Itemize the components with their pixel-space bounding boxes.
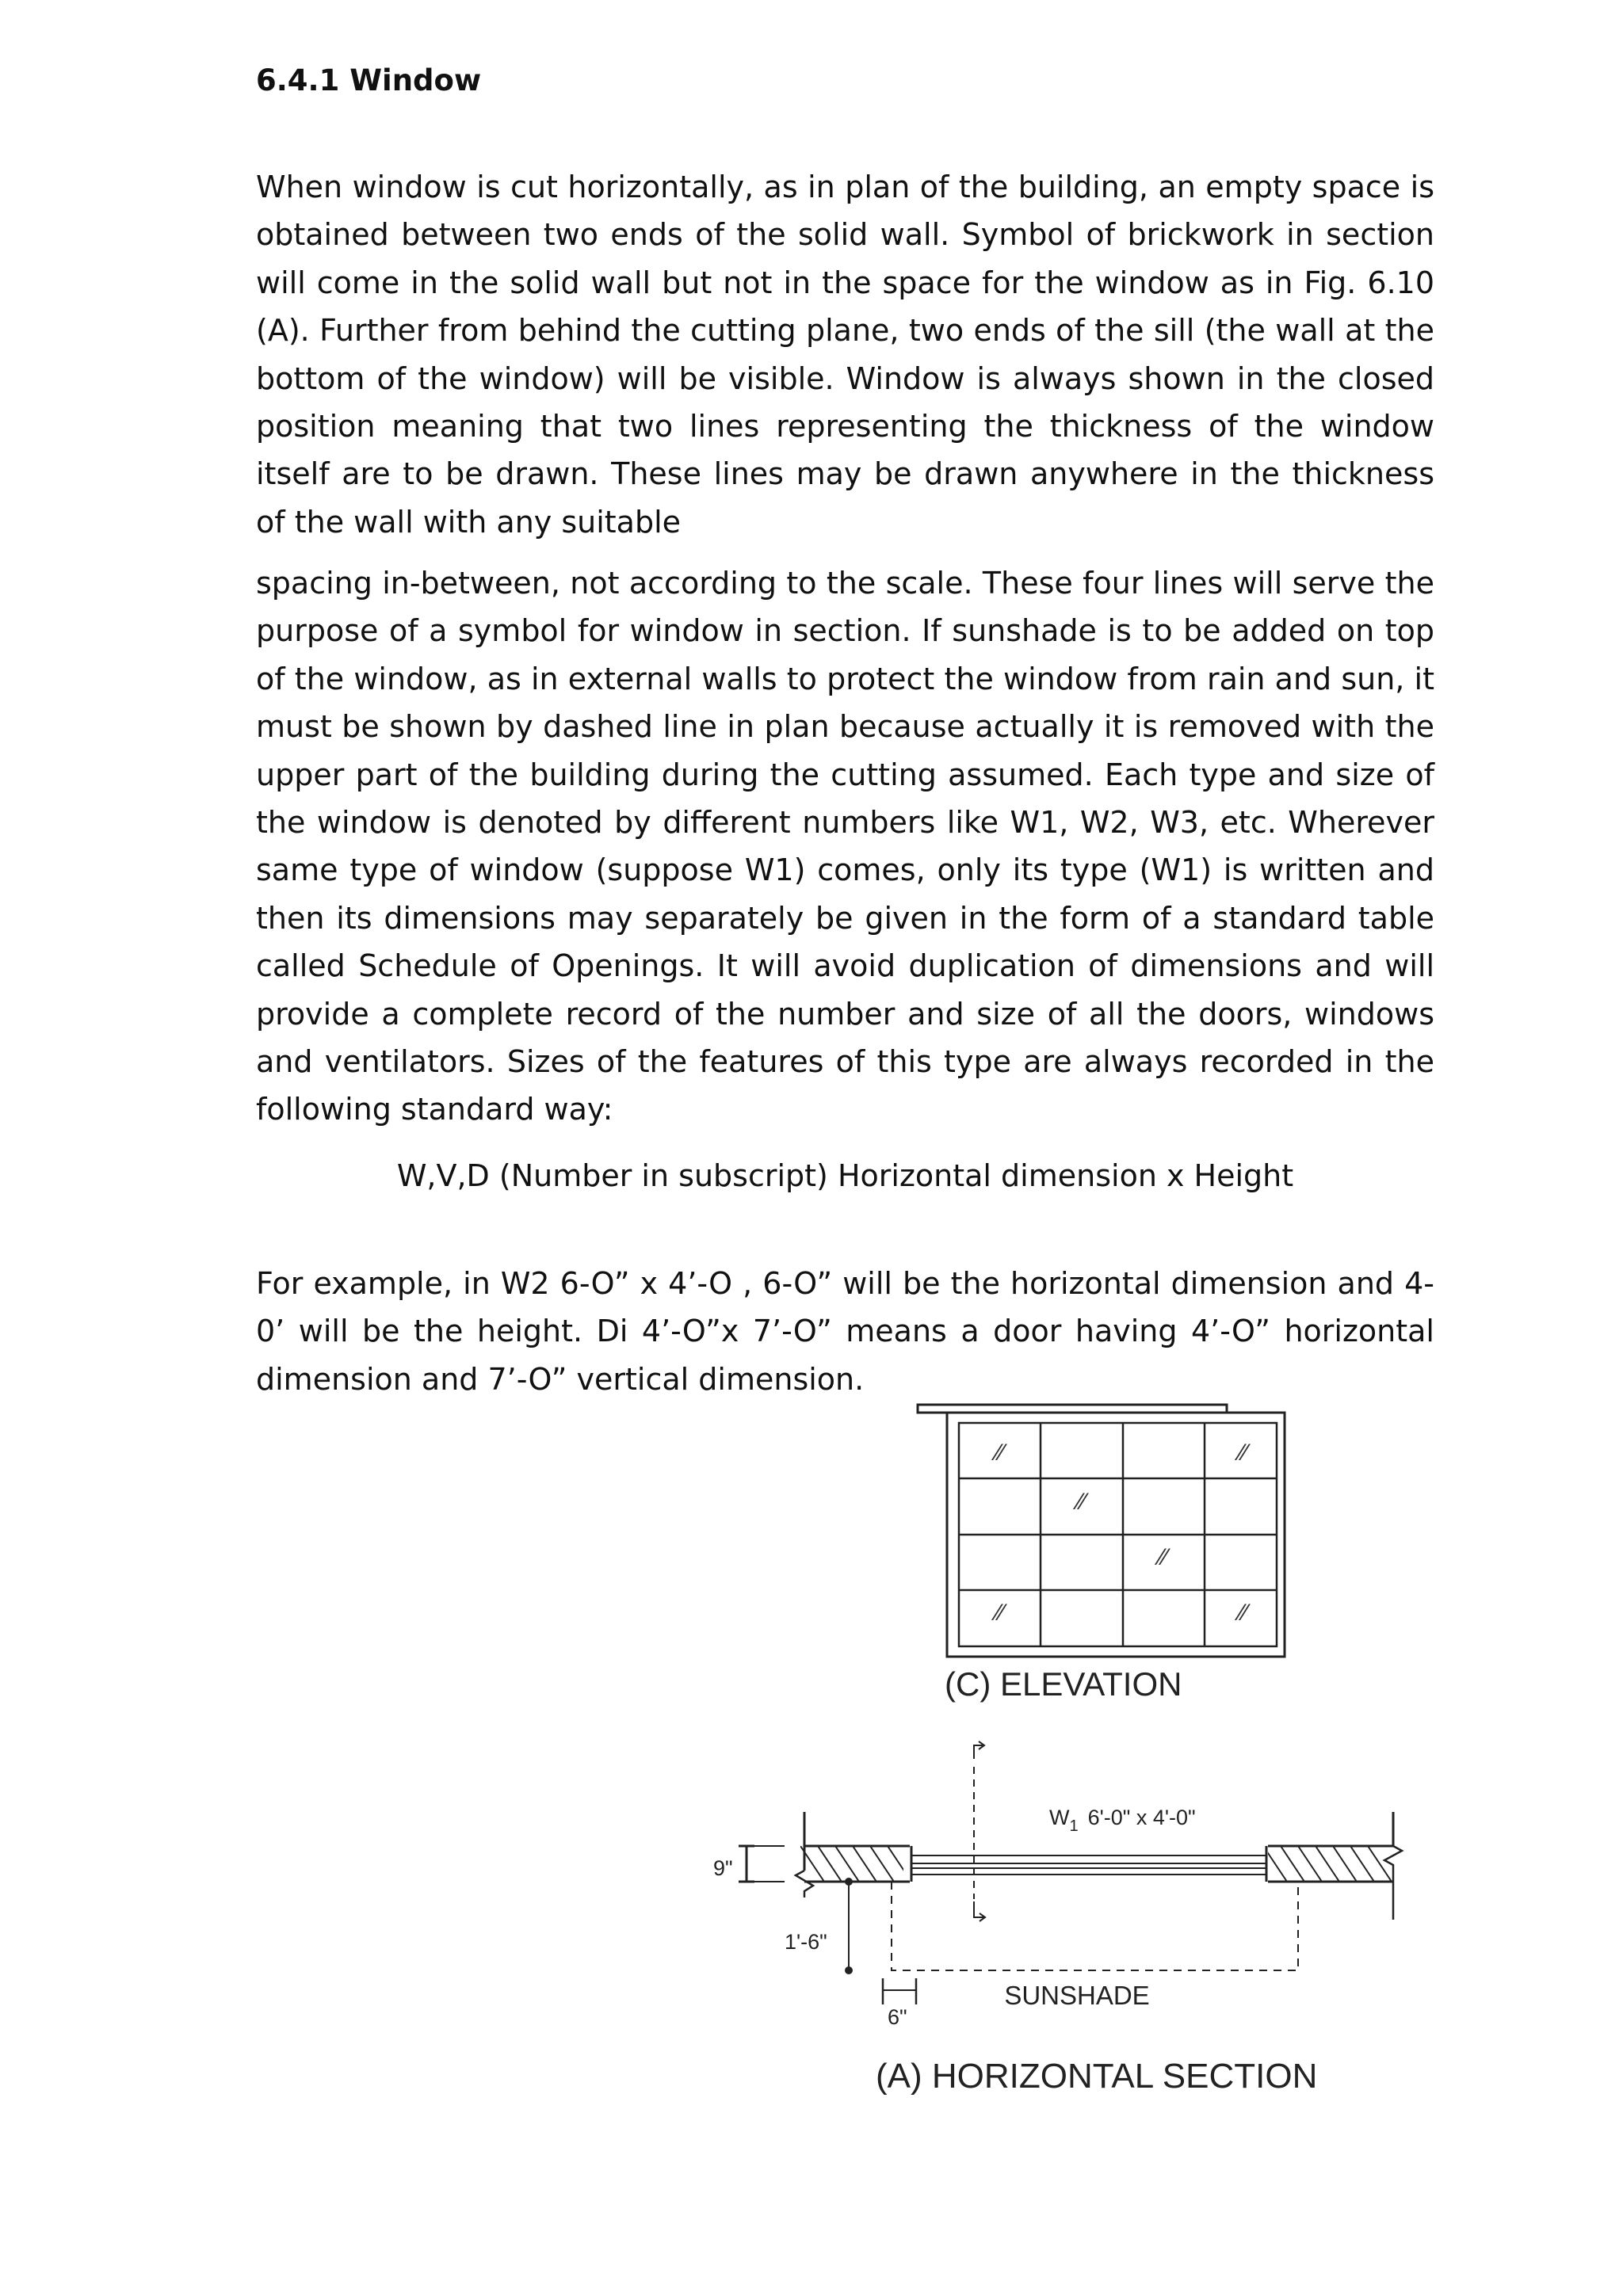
elevation-drawing (918, 1405, 1285, 1703)
dim-projection-label: 1'-6" (785, 1930, 827, 1954)
glass-mark: ⁄⁄ (995, 1440, 1005, 1466)
section-heading: 6.4.1 Window (256, 63, 482, 97)
glass-mark: ⁄⁄ (1239, 1600, 1248, 1626)
paragraph-3: For example, in W2 6-O” x 4’-O , 6-O” will be the horizontal dimension and 4-0’ will be the height. Di 4’-O”x 7’-O” means a door having 4’-O” horizontal dimension and 7’-O” vertical dimension. (256, 1266, 1434, 1397)
break-zigzag-left (796, 1871, 813, 1897)
window-label: $W_1$ 6'-0" x 4'-0" (1049, 1806, 1196, 1835)
section-drawing (713, 1741, 1402, 2096)
glass-mark: ⁄⁄ (1159, 1544, 1168, 1570)
dim-offset-label: 6" (888, 2005, 907, 2029)
brick-hatch-left (800, 1846, 911, 1882)
window-figure (697, 1390, 1450, 2119)
section-caption: (A) HORIZONTAL SECTION (876, 2057, 1318, 2096)
sunshade-label: SUNSHADE (1004, 1981, 1150, 2010)
elevation-caption: (C) ELEVATION (945, 1665, 1182, 1703)
window-drawing (697, 1390, 1450, 2119)
formula-line: W,V,D (Number in subscript) Horizontal dimension x Height (396, 1158, 1294, 1193)
glass-mark: ⁄⁄ (1239, 1440, 1248, 1466)
paragraph-2: spacing in-between, not according to the scale. These four lines will serve the purpose of a symbol for window in section. If sunshade is to be added on top of the window, as in external walls to protect the window from rain and sun, it must be shown by dashed line in plan because actually it is removed with the upper part of the building during the cutting assumed. Each type and size of the window is denoted by different numbers like W1, W2, W3, etc. Wherever same type of window (suppose W1) comes, only its type (W1) is written and then its dimensions may separately be given in the form of a standard table called Schedule of Openings. It will avoid duplication of dimensions and will provide a complete record of the number and size of all the doors, windows and ventilators. Sizes of the features of this type are always recorded in the following standard way: (256, 566, 1434, 1127)
dim-wall-label: 9" (713, 1856, 733, 1880)
glass-mark: ⁄⁄ (995, 1600, 1005, 1626)
dim-projection-dot-bottom (845, 1966, 853, 1974)
sunshade-outline (892, 1882, 1298, 1970)
dim-projection-dot-top (845, 1878, 853, 1886)
brick-hatch-right (1263, 1846, 1392, 1882)
paragraph-1: When window is cut horizontally, as in plan of the building, an empty space is obtained between two ends of the solid wall. Symbol of brickwork in section will come in the solid wall but not in the space for the window as in Fig. 6.10 (A). Further from behind the cutting plane, two ends of the sill (the wall at the bottom of the window) will be visible. Window is always shown in the closed position meaning that two lines representing the thickness of the window itself are to be drawn. These lines may be drawn anywhere in the thickness of the wall with any suitable (256, 170, 1434, 540)
glass-mark: ⁄⁄ (1077, 1489, 1086, 1515)
